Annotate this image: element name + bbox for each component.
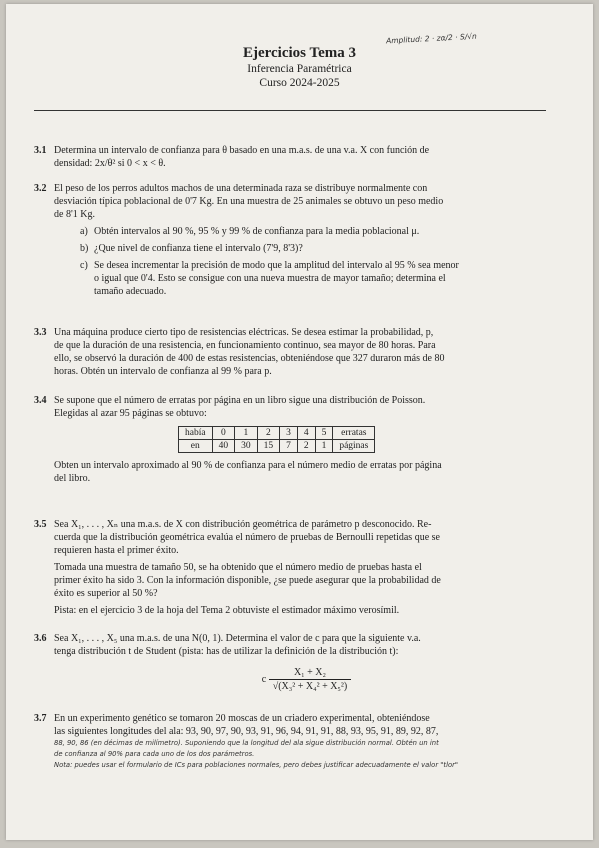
- exercise-text-line: Elegidas al azar 95 páginas se obtuvo:: [54, 408, 207, 419]
- erratas-table: [178, 426, 375, 453]
- subitem-c: [80, 259, 559, 298]
- subitem-text: o igual que 0'4. Esto se consigue con una nueva muestra de mayor tamaño; determina el: [94, 273, 446, 284]
- table-cell: 5: [315, 427, 333, 440]
- exercise-text-line: Obten un intervalo aproximado al 90 % de confianza para el número medio de erratas por página: [54, 460, 442, 471]
- exercise-number: 3.1: [34, 145, 47, 156]
- table-cell: 2: [257, 427, 280, 440]
- handwritten-line: 88, 90, 86 (en décimas de milímetro). Suponiendo que la longitud del ala sigue distribución normal. Obtén un int: [54, 739, 439, 747]
- table-row: [179, 440, 375, 453]
- exercise-number: 3.4: [34, 395, 47, 406]
- table-cell: 4: [297, 427, 315, 440]
- exercise-text-line: En un experimento genético se tomaron 20 moscas de un criadero experimental, obteniéndose: [54, 713, 430, 724]
- exercise-text-line: El peso de los perros adultos machos de una determinada raza se distribuye normalmente con: [54, 183, 428, 194]
- exercise-number: 3.7: [34, 713, 47, 724]
- subitem-text: tamaño adecuado.: [94, 286, 167, 297]
- exercise-text-line: desviación típica poblacional de 0'7 Kg. En una muestra de 25 animales se obtuvo un peso medio: [54, 196, 444, 207]
- document-subtitle: Inferencia Paramétrica: [247, 63, 352, 75]
- subitem-text: ¿Que nivel de confianza tiene el intervalo (7'9, 8'3)?: [94, 243, 303, 254]
- exercise-3-2: [34, 182, 559, 298]
- exercise-text-line: Sea X₁, . . . , Xₙ una m.a.s. de X con distribución geométrica de parámetro p desconocido. Re-: [54, 519, 432, 530]
- table-cell: erratas: [333, 427, 375, 440]
- exercise-number: 3.3: [34, 327, 47, 338]
- document-title: Ejercicios Tema 3: [242, 45, 357, 61]
- subitem-b: [80, 242, 559, 255]
- exercise-3-6: [34, 632, 559, 693]
- exercise-3-7: [34, 712, 559, 771]
- table-cell: 15: [257, 440, 280, 453]
- document-header: [6, 44, 593, 90]
- table-cell: en: [179, 440, 213, 453]
- table-cell: 7: [280, 440, 298, 453]
- t-student-formula: [54, 666, 559, 693]
- formula-fraction: [269, 666, 352, 693]
- exercise-text-line: ello, se observó la duración de 400 de estas resistencias, obteniéndose que 327 duraron más de 80: [54, 353, 445, 364]
- table-cell: 40: [212, 440, 235, 453]
- exercise-text-line: Una máquina produce cierto tipo de resistencias eléctricas. Se desea estimar la probabilidad, p,: [54, 327, 434, 338]
- table-cell: páginas: [333, 440, 375, 453]
- table-cell: 0: [212, 427, 235, 440]
- course-year: Curso 2024-2025: [259, 77, 340, 89]
- table-cell: 3: [280, 427, 298, 440]
- table-cell: 1: [235, 427, 258, 440]
- exercise-text-line: Se supone que el número de erratas por página en un libro sigue una distribución de Poisson.: [54, 395, 426, 406]
- exercise-text-line: densidad: 2x/θ² si 0 < x < θ.: [54, 158, 166, 169]
- formula-denominator: √(X₃² + X₄² + X₅²): [272, 681, 348, 692]
- subitem-label: a): [80, 226, 88, 237]
- exercise-text-line: éxito es superior al 50 %?: [54, 588, 158, 599]
- table-cell: 30: [235, 440, 258, 453]
- header-divider: [34, 110, 546, 111]
- subitem-text: Se desea incrementar la precisión de modo que la amplitud del intervalo al 95 % sea menor: [94, 260, 459, 271]
- table-cell: 1: [315, 440, 333, 453]
- formula-constant: c: [261, 673, 267, 685]
- exercise-3-4: [34, 394, 559, 485]
- handwritten-line: de confianza al 90% para cada uno de los dos parámetros.: [54, 750, 255, 758]
- exercise-text-line: primer éxito ha sido 3. Con la información disponible, ¿se puede asegurar que la probabilidad de: [54, 575, 441, 586]
- exercise-text-line: Determina un intervalo de confianza para θ basado en una m.a.s. de una v.a. X con función de: [54, 145, 430, 156]
- subitem-label: c): [80, 260, 88, 271]
- exercise-text-line: cuerda que la distribución geométrica evalúa el número de pruebas de Bernoulli repetidas que se: [54, 532, 440, 543]
- subitem-label: b): [80, 243, 89, 254]
- exercise-number: 3.2: [34, 183, 47, 194]
- exercise-text-line: tenga distribución t de Student (pista: has de utilizar la definición de la distribución t):: [54, 646, 399, 657]
- subitem-text: Obtén intervalos al 90 %, 95 % y 99 % de confianza para la media poblacional μ.: [94, 226, 420, 237]
- exercise-text-line: Tomada una muestra de tamaño 50, se ha obtenido que el número medio de pruebas hasta el: [54, 562, 422, 573]
- exercise-text-line: horas. Obtén un intervalo de confianza al 99 % para p.: [54, 366, 272, 377]
- exercise-number: 3.5: [34, 519, 47, 530]
- subitem-a: [80, 225, 559, 238]
- exercise-3-5: [34, 518, 559, 617]
- exercise-text-line: de que la duración de una resistencia, en funcionamiento continuo, sea mayor de 80 horas. Para: [54, 340, 436, 351]
- formula-numerator: X₁ + X₂: [269, 666, 352, 680]
- document-page: [6, 4, 593, 840]
- exercise-text-line: del libro.: [54, 473, 91, 484]
- table-row: [179, 427, 375, 440]
- exercise-text-line: requieren hasta el primer éxito.: [54, 545, 179, 556]
- table-cell: había: [179, 427, 213, 440]
- exercise-text-line: las siguientes longitudes del ala: 93, 90, 97, 90, 93, 91, 96, 94, 91, 91, 88, 93, 95, 91, 89, 92, 87,: [54, 726, 439, 737]
- exercise-3-1: [34, 144, 559, 170]
- table-cell: 2: [297, 440, 315, 453]
- handwritten-amplitude-note: Amplitud: 2 · zα/2 · S/√n: [385, 31, 477, 46]
- exercise-text-line: Sea X₁, . . . , X₅ una m.a.s. de una N(0, 1). Determina el valor de c para que la siguiente v.a.: [54, 633, 421, 644]
- exercise-3-3: [34, 326, 559, 378]
- exercise-hint: Pista: en el ejercicio 3 de la hoja del Tema 2 obtuviste el estimador máximo verosímil.: [54, 605, 400, 616]
- exercise-text-line: de 8'1 Kg.: [54, 209, 95, 220]
- exercise-number: 3.6: [34, 633, 47, 644]
- handwritten-line: Nota: puedes usar el formulario de ICs para poblaciones normales, pero debes justificar adecuadamente el valor "tlor": [54, 761, 459, 769]
